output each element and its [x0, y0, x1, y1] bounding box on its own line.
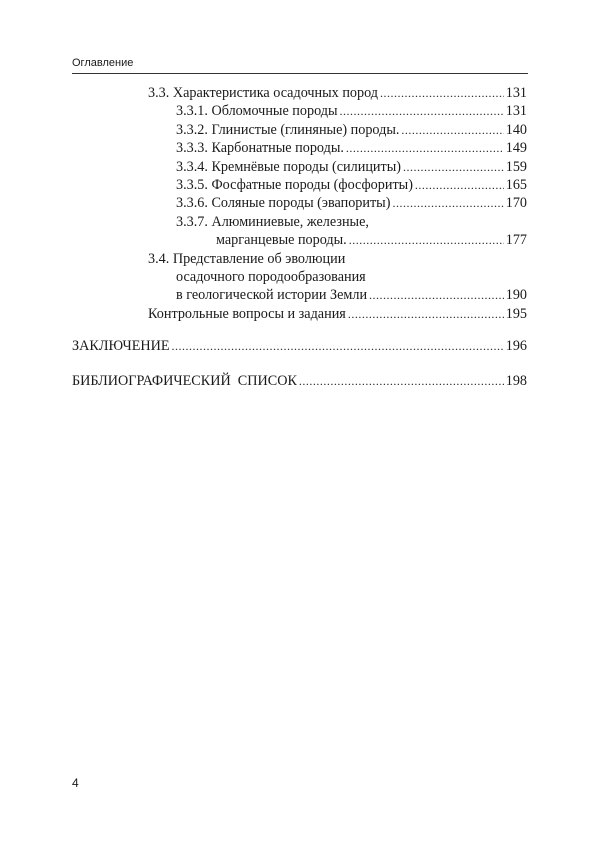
toc-dot-leader: [340, 102, 504, 116]
toc-entry-3-4[interactable]: [176, 286, 527, 304]
toc-dot-leader: [415, 176, 504, 190]
toc-dot-leader: [299, 372, 504, 386]
toc-entry-title: 3.3.6. Соляные породы (эвапориты): [176, 195, 391, 212]
toc-entry-title: марганцевые породы.: [216, 232, 347, 249]
toc-entry-title: БИБЛИОГРАФИЧЕСКИЙ СПИСОК: [72, 372, 297, 389]
toc-entry-title: 3.3.4. Кремнёвые породы (силициты): [176, 158, 401, 175]
toc-dot-leader: [348, 305, 504, 319]
toc-entry-bibliography[interactable]: [72, 372, 527, 390]
toc-entry-page: 195: [505, 305, 527, 322]
toc-entry-title: 3.3.3. Карбонатные породы.: [176, 140, 344, 157]
toc-entry-page: 131: [505, 103, 527, 120]
toc-entry-conclusion[interactable]: [72, 337, 527, 355]
toc-entry-page: 198: [505, 372, 527, 389]
toc-dot-leader: [369, 286, 504, 300]
header-rule: [72, 73, 528, 74]
toc-dot-leader: [349, 231, 504, 245]
toc-entry-3-3-7-line1[interactable]: 3.3.7. Алюминиевые, железные,: [176, 213, 369, 230]
running-header: Оглавление: [72, 57, 134, 69]
toc-spacer: [0, 356, 600, 372]
toc-entry-title: 3.3.5. Фосфатные породы (фосфориты): [176, 177, 413, 194]
toc-dot-leader: [172, 337, 504, 351]
toc-entry-title: 3.3.1. Обломочные породы: [176, 103, 338, 120]
toc-entry-page: 170: [505, 195, 527, 212]
toc-entry-3-3-1[interactable]: [176, 102, 527, 120]
table-of-contents: [0, 84, 600, 390]
toc-entry-page: 149: [505, 140, 527, 157]
toc-entry-page: 165: [505, 177, 527, 194]
toc-entry-page: 159: [505, 158, 527, 175]
toc-entry-3-3-6[interactable]: [176, 194, 527, 212]
toc-entry-3-3[interactable]: [148, 84, 527, 102]
toc-dot-leader: [346, 139, 504, 153]
toc-entry-3-4-line2[interactable]: осадочного породообразования: [176, 269, 366, 286]
toc-entry-title: в геологической истории Земли: [176, 287, 368, 304]
toc-entry-3-3-3[interactable]: [176, 139, 527, 157]
toc-entry-title: ЗАКЛЮЧЕНИЕ: [72, 338, 170, 355]
toc-entry-3-3-5[interactable]: [176, 176, 527, 194]
toc-entry-title: 3.3.2. Глинистые (глиняные) породы.: [176, 121, 400, 138]
toc-entry-questions[interactable]: [148, 305, 527, 323]
toc-entry-page: 131: [505, 85, 527, 101]
toc-entry-page: 196: [505, 338, 527, 355]
toc-entry-page: 190: [505, 287, 527, 304]
toc-entry-page: 177: [505, 232, 527, 249]
toc-entry-3-3-2[interactable]: [176, 121, 527, 139]
toc-dot-leader: [403, 158, 504, 172]
toc-entry-title: Контрольные вопросы и задания: [148, 305, 346, 322]
page-number: 4: [72, 776, 79, 790]
toc-entry-title: 3.3. Характеристика осадочных пород: [148, 85, 379, 101]
toc-entry-3-4-line1[interactable]: 3.4. Представление об эволюции: [148, 250, 346, 267]
toc-spacer: [0, 323, 600, 337]
toc-entry-page: 140: [505, 121, 527, 138]
toc-entry-3-3-4[interactable]: [176, 158, 527, 176]
toc-dot-leader: [380, 84, 504, 98]
toc-dot-leader: [392, 194, 503, 208]
toc-entry-3-3-7[interactable]: [216, 231, 527, 249]
toc-dot-leader: [401, 121, 503, 135]
